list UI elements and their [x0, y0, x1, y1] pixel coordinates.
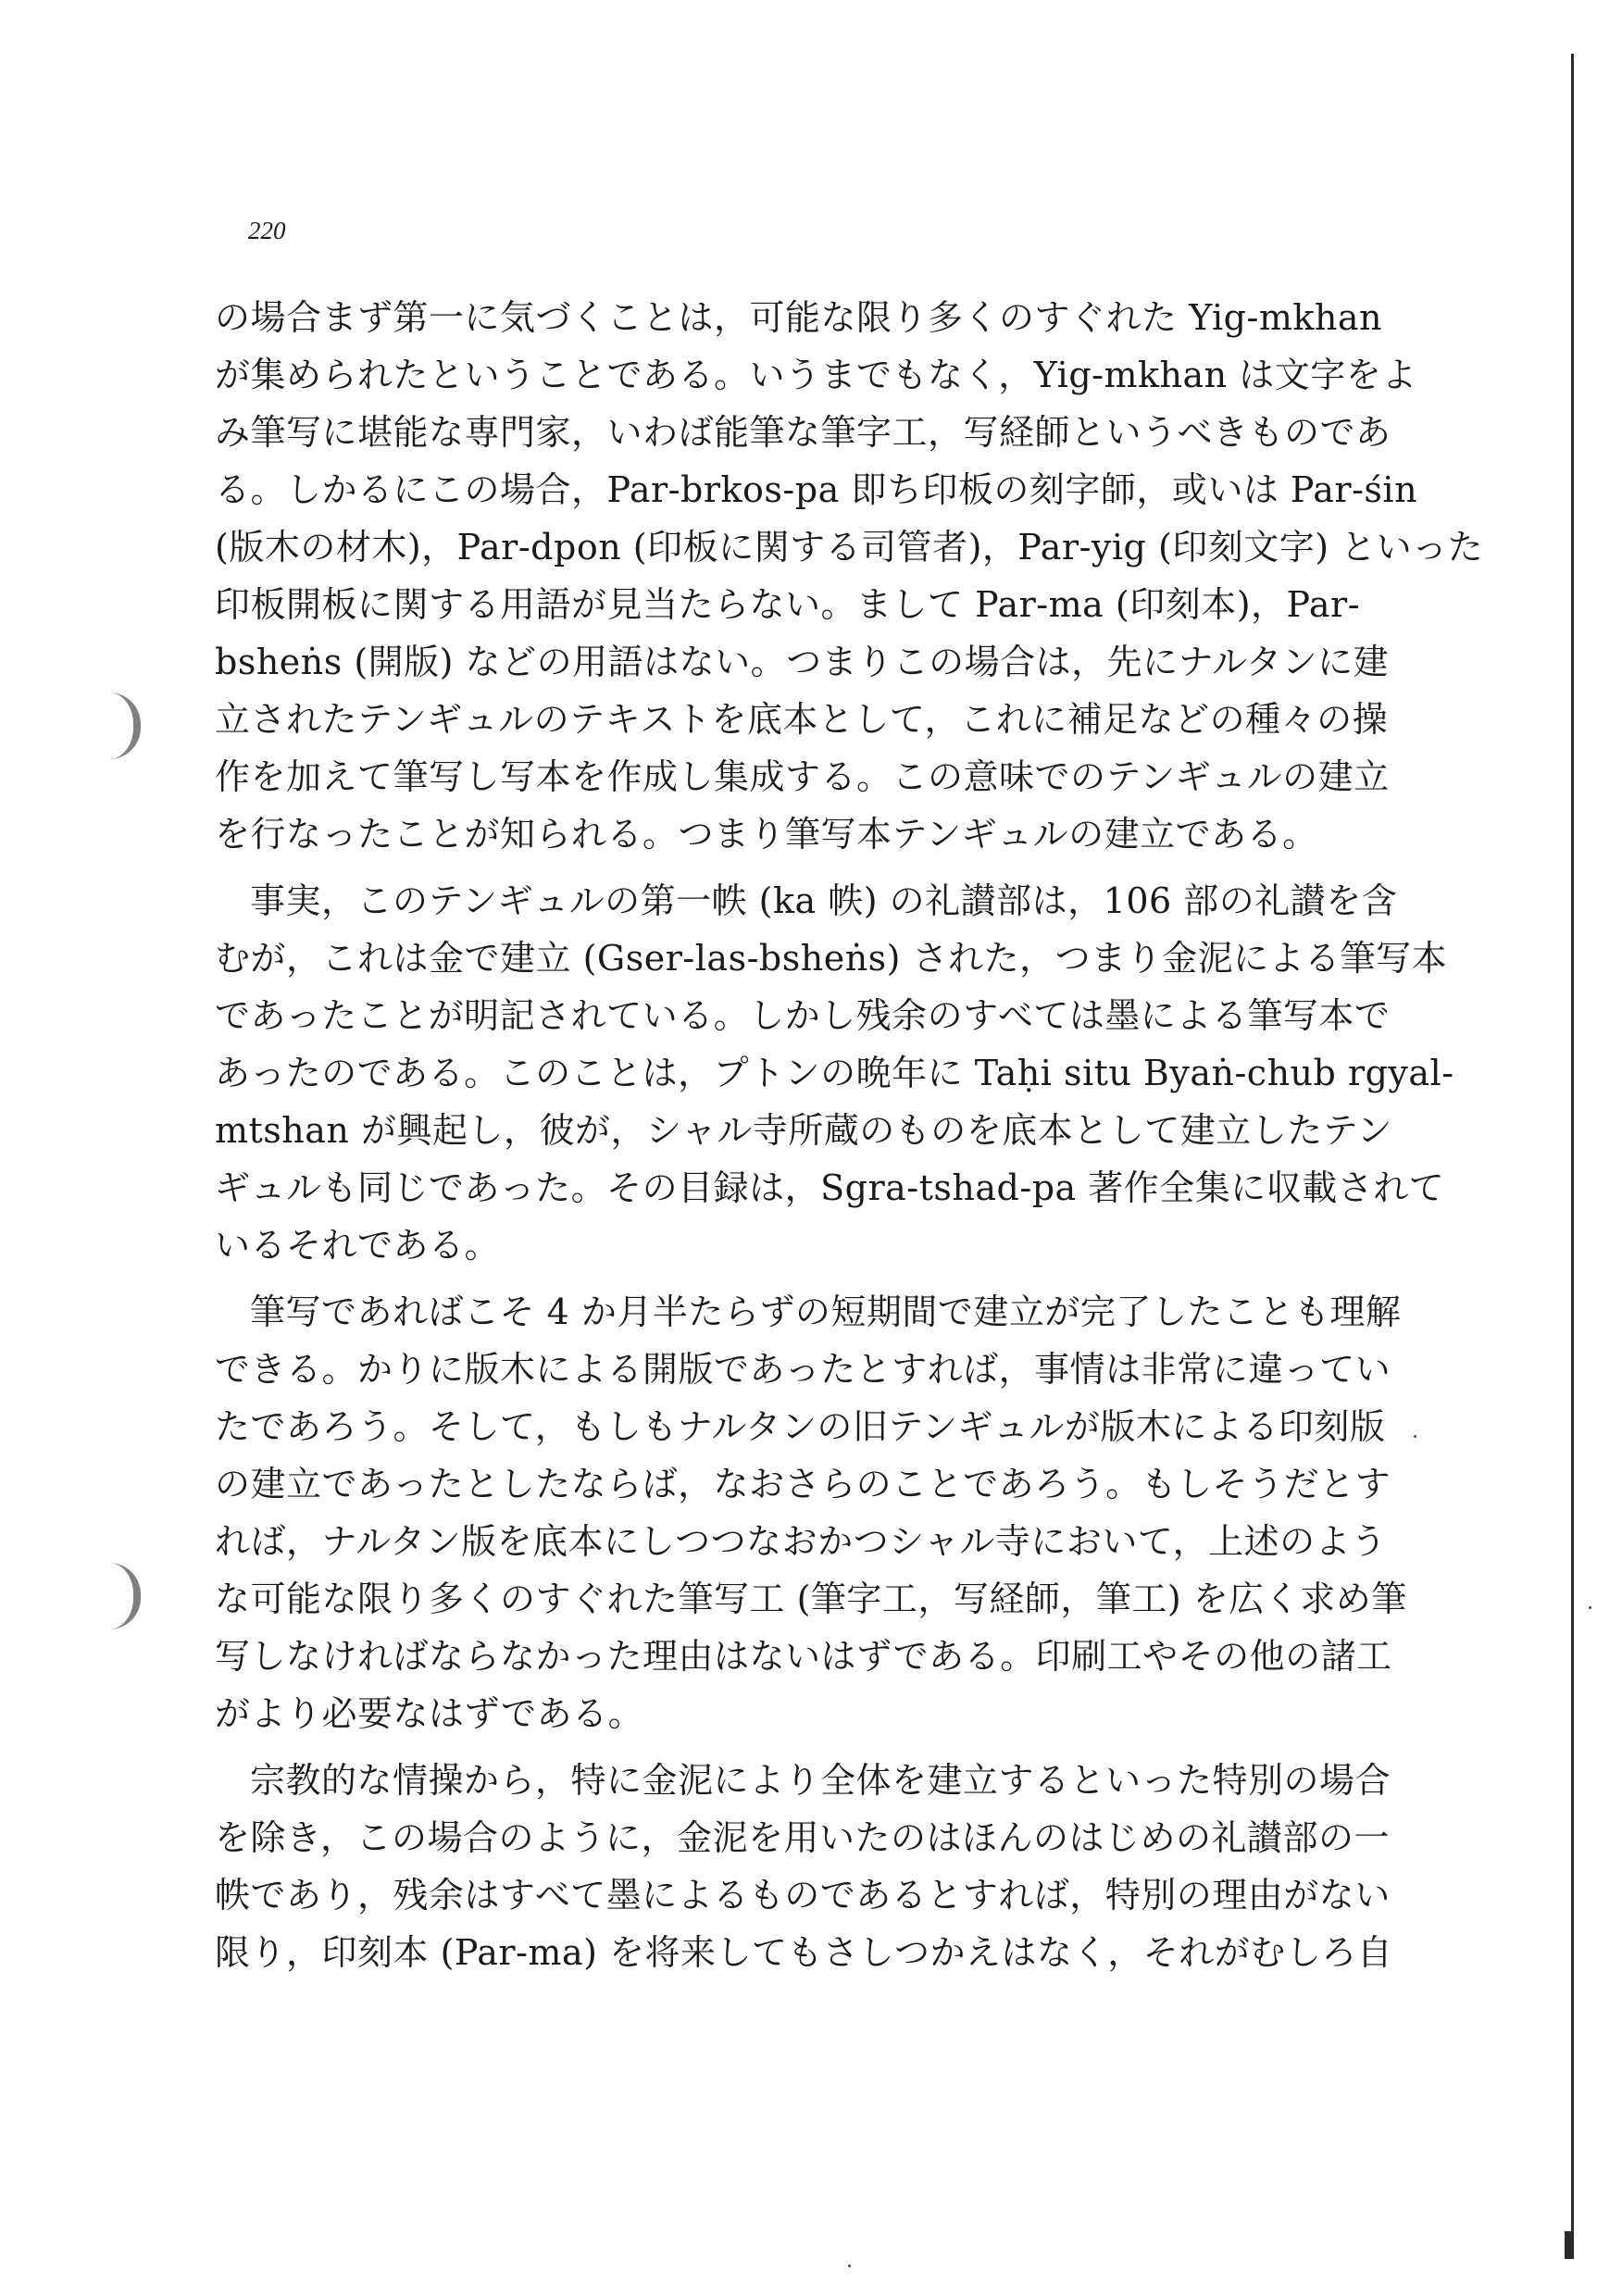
text-line: たであろう。そして，もしもナルタンの旧テンギュルが版木による印刻版: [215, 1406, 1386, 1447]
text-line: み筆写に堪能な専門家，いわば能筆な筆字工，写経師というべきものであ: [215, 412, 1391, 453]
page-number: 220: [248, 217, 286, 244]
scan-speck: [1589, 1606, 1591, 1609]
text-line: の建立であったとしたならば，なおさらのことであろう。もしそうだとす: [215, 1464, 1391, 1504]
text-line: る。しかるにこの場合，Par-brkos-pa 即ち印板の刻字師，或いは Par-śin: [215, 469, 1418, 510]
text-line: (版木の材木)，Par-dpon (印板に関する司管者)，Par-yig (印刻文字) といった: [215, 527, 1484, 568]
text-line: 印板開板に関する用語が見当たらない。まして Par-ma (印刻本)，Par-: [215, 584, 1361, 625]
page-edge-tick: [1565, 2231, 1574, 2259]
scan-speck: [1414, 1435, 1416, 1438]
text-line: であったことが明記されている。しかし残余のすべては墨による筆写本で: [215, 995, 1391, 1036]
text-line: ギュルも同じであった。その目録は，Sgra-tshad-pa 著作全集に収載されて: [215, 1167, 1445, 1208]
text-line: 事実，このテンギュルの第一帙 (ka 帙) の礼讃部は，106 部の礼讃を含: [250, 880, 1398, 921]
binding-shadow-mark: [109, 1563, 141, 1629]
text-line: bsheṅs (開版) などの用語はない。つまりこの場合は，先にナルタンに建: [215, 642, 1390, 682]
text-line: 筆写であればこそ 4 か月半たらずの短期間で建立が完了したことも理解: [250, 1292, 1402, 1332]
text-line: がより必要なはずである。: [215, 1693, 644, 1734]
text-line: できる。かりに版木による開版であったとすれば，事情は非常に違ってい: [215, 1349, 1391, 1390]
text-line: 写しなければならなかった理由はないはずである。印刷工やその他の諸工: [215, 1636, 1392, 1677]
text-line: 宗教的な情操から，特に金泥により全体を建立するといった特別の場合: [250, 1760, 1391, 1801]
text-line: いるそれである。: [215, 1225, 501, 1266]
paragraph-4: [215, 1752, 1393, 1981]
text-line: が集められたということである。いうまでもなく，Yig-mkhan は文字をよ: [215, 355, 1417, 395]
paragraph-1: [215, 289, 1484, 863]
scan-speck: [848, 2265, 851, 2267]
text-line: あったのである。このことは，プトンの晩年に Taḥi situ Byaṅ-chub rgyal-: [215, 1053, 1454, 1093]
text-line: の場合まず第一に気づくことは，可能な限り多くのすぐれた Yig-mkhan: [215, 297, 1382, 338]
text-line: 限り，印刻本 (Par-ma) を将来してもさしつかえはなく，それがむしろ自: [215, 1932, 1393, 1973]
text-line: を除き，この場合のように，金泥を用いたのはほんのはじめの礼讃部の一: [215, 1817, 1390, 1858]
text-line: むが，これは金で建立 (Gser-las-bsheṅs) された，つまり金泥による筆写本: [215, 938, 1448, 979]
binding-shadow-mark: [109, 693, 141, 759]
text-line: を行なったことが知られる。つまり筆写本テンギュルの建立である。: [215, 814, 1318, 855]
page-edge-rule: [1571, 54, 1574, 2259]
text-line: れば，ナルタン版を底本にしつつなおかつシャル寺において，上述のよう: [215, 1521, 1387, 1562]
text-line: mtshan が興起し，彼が，シャル寺所蔵のものを底本として建立したテン: [215, 1110, 1392, 1151]
text-line: な可能な限り多くのすぐれた筆写工 (筆字工，写経師，筆工) を広く求め筆: [215, 1578, 1407, 1619]
text-line: 作を加えて筆写し写本を作成し集成する。この意味でのテンギュルの建立: [215, 756, 1390, 797]
paragraph-3: [215, 1283, 1407, 1742]
body-text: [215, 289, 1484, 1981]
text-line: 立されたテンギュルのテキストを底本として，これに補足などの種々の操: [215, 699, 1389, 740]
paragraph-2: [215, 872, 1454, 1274]
text-line: 帙であり，残余はすべて墨によるものであるとすれば，特別の理由がない: [215, 1875, 1391, 1915]
